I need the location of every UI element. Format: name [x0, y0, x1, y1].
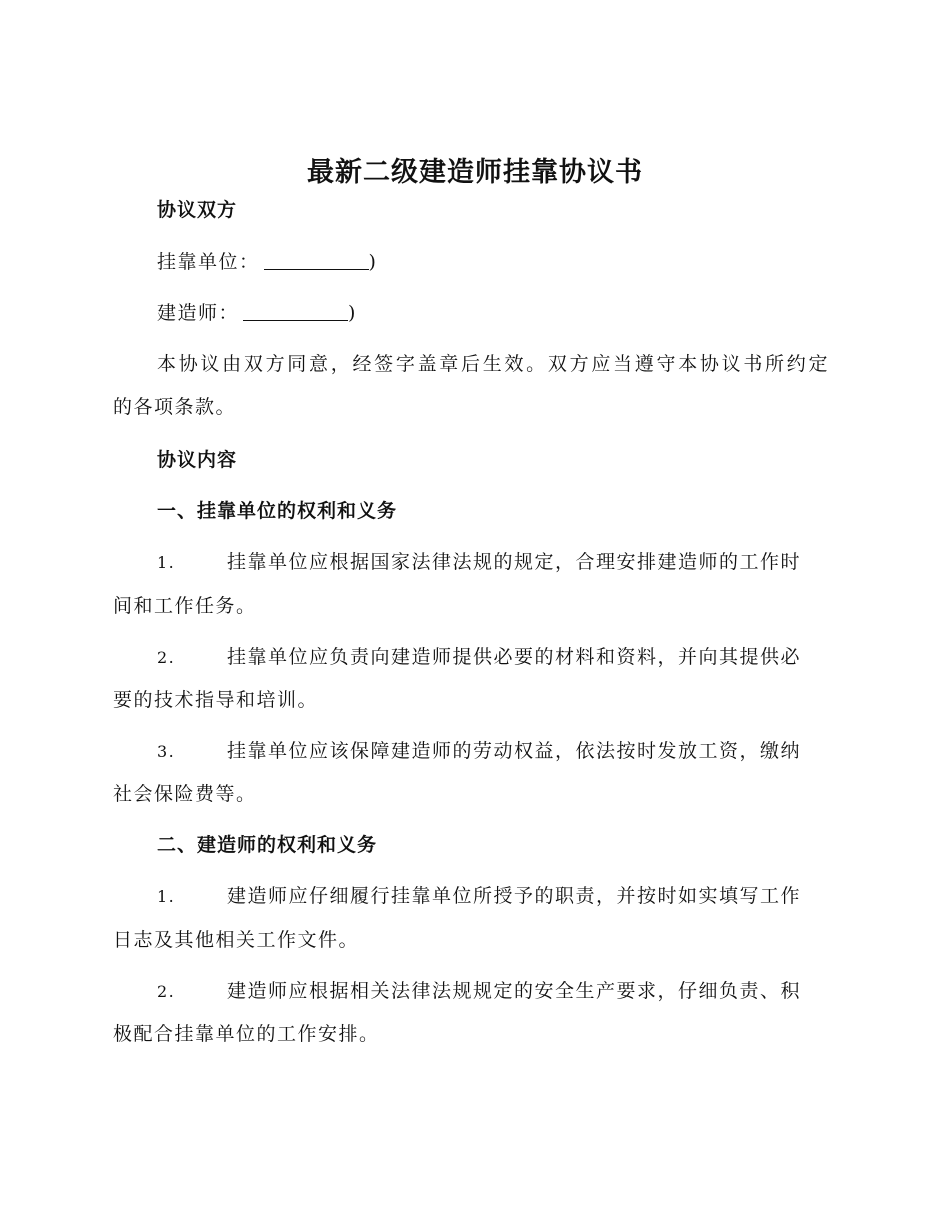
part2-item-2	[157, 969, 877, 1014]
party-unit-suffix: )	[368, 251, 378, 273]
party-unit-label: 挂靠单位：	[157, 251, 260, 273]
part2-item-1-cont: 日志及其他相关工作文件。	[113, 929, 360, 951]
item-text: 挂靠单位应该保障建造师的劳动权益，依法按时发放工资，缴纳	[227, 740, 802, 762]
part2-item-1	[157, 874, 877, 919]
item-text: 挂靠单位应负责向建造师提供必要的材料和资料，并向其提供必	[227, 646, 802, 668]
item-number: 2.	[157, 648, 176, 667]
section-heading-content: 协议内容	[157, 449, 238, 471]
party-builder-label: 建造师：	[157, 302, 240, 324]
party-builder-line	[157, 291, 877, 335]
part1-item-3-cont: 社会保险费等。	[113, 783, 257, 805]
item-number: 1.	[157, 887, 176, 906]
section-heading-parties: 协议双方	[157, 199, 238, 221]
party-builder-suffix: )	[348, 302, 357, 324]
item-number: 1.	[157, 553, 176, 572]
party-builder-blank	[243, 298, 348, 321]
item-text: 建造师应仔细履行挂靠单位所授予的职责，并按时如实填写工作	[227, 885, 802, 907]
part1-heading: 一、挂靠单位的权利和义务	[157, 500, 398, 522]
document-title: 最新二级建造师挂靠协议书	[307, 157, 643, 188]
part2-item-2-cont: 极配合挂靠单位的工作安排。	[113, 1023, 380, 1045]
item-number: 2.	[157, 982, 176, 1001]
item-number: 3.	[157, 742, 176, 761]
party-unit-line	[157, 240, 877, 284]
part2-heading: 二、建造师的权利和义务	[157, 834, 378, 856]
part1-item-2-cont: 要的技术指导和培训。	[113, 689, 319, 711]
part1-item-3	[157, 729, 877, 774]
item-text: 挂靠单位应根据国家法律法规的规定，合理安排建造师的工作时	[227, 551, 802, 573]
intro-line-1: 本协议由双方同意，经签字盖章后生效。双方应当遵守本协议书所约定	[157, 353, 829, 375]
party-unit-blank	[264, 247, 369, 270]
intro-line-2: 的各项条款。	[113, 396, 237, 418]
part1-item-1	[157, 540, 877, 585]
item-text: 建造师应根据相关法律法规规定的安全生产要求，仔细负责、积	[227, 980, 802, 1002]
part1-item-1-cont: 间和工作任务。	[113, 595, 257, 617]
part1-item-2	[157, 635, 877, 680]
